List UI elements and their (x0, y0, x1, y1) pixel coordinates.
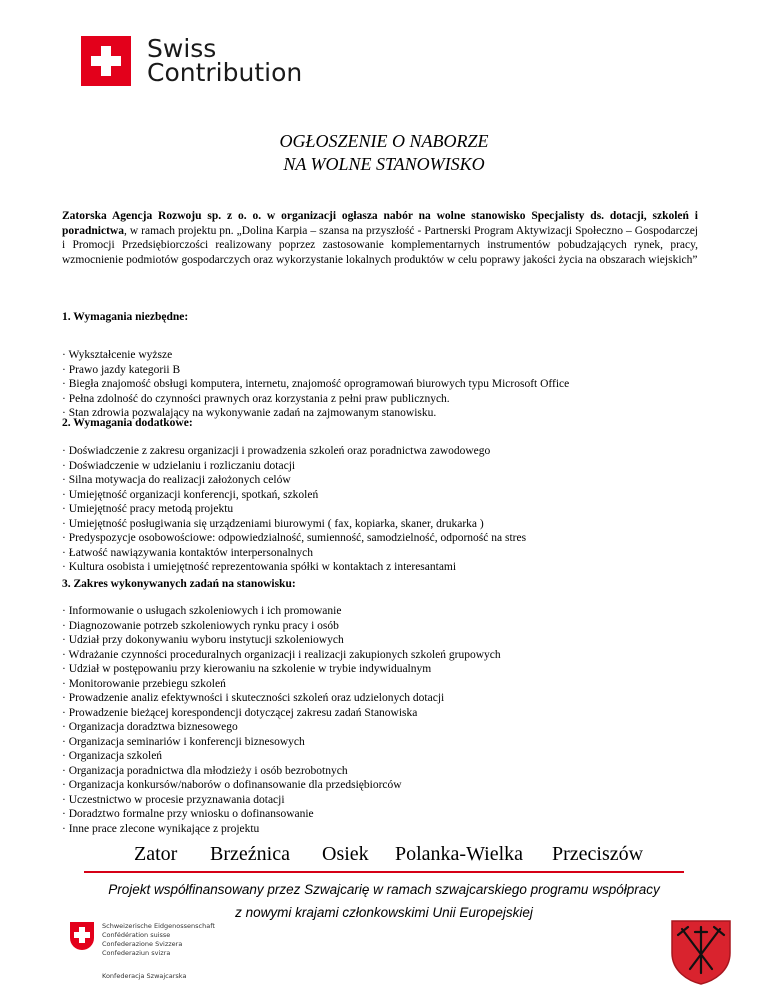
list-item: · Umiejętność posługiwania się urządzeniami biurowymi ( fax, kopiarka, skaner, drukarka ) (62, 517, 484, 530)
section-2-list (62, 444, 702, 575)
list-item: · Organizacja seminariów i konferencji biznesowych (62, 735, 305, 748)
list-item: · Predyspozycje osobowościowe: odpowiedzialność, sumienność, samodzielność, odporność na stres (62, 532, 527, 544)
footer-divider (84, 871, 684, 873)
confed-name-polish: Konfederacja Szwajcarska (102, 972, 187, 980)
list-item: · Kultura osobista i umiejętność reprezentowania spółki w kontaktach z interesantami (62, 561, 457, 573)
town-przeciszow: Przeciszów (552, 843, 644, 865)
list-item: · Organizacja szkoleń (62, 750, 163, 762)
list-item: · Informowanie o usługach szkoleniowych i ich promowanie (62, 605, 342, 617)
confederation-logo (70, 922, 215, 981)
list-item: · Doświadczenie w udzielaniu i rozliczaniu dotacji (62, 459, 296, 472)
section-3-heading: 3. Zakres wykonywanych zadań na stanowisku: (62, 578, 296, 590)
list-item: · Stan zdrowia pozwalający na wykonywanie zadań na zajmowanym stanowisku. (62, 407, 437, 419)
confed-name: Confederazione Svizzera (102, 940, 183, 948)
section-1-heading: 1. Wymagania niezbędne: (62, 311, 189, 323)
page-title (0, 130, 768, 176)
title-line-1: OGŁOSZENIE O NABORZE (279, 131, 489, 151)
swiss-flag-icon (81, 36, 131, 86)
list-item: · Biegła znajomość obsługi komputera, internetu, znajomość oprogramowań biurowych typu Microsoft Office (62, 378, 570, 390)
list-item: · Udział przy dokonywaniu wyboru instytucji szkoleniowych (62, 634, 344, 646)
intro-bold: Zatorska Agencja Rozwoju sp. z o. o. w organizacji ogłasza nabór na wolne stanowisko Specjalisty ds. dotacji, szkoleń i poradnictwa (62, 210, 698, 237)
title-line-2: NA WOLNE STANOWISKO (283, 154, 485, 174)
list-item: · Organizacja doradztwa biznesowego (62, 721, 238, 733)
list-item: · Silna motywacja do realizacji założonych celów (62, 474, 291, 486)
confed-name: Confederaziun svizra (102, 949, 171, 957)
list-item: · Doradztwo formalne przy wniosku o dofinansowanie (62, 808, 314, 820)
town-brzeznica: Brzeźnica (210, 843, 290, 865)
section-1-list (62, 348, 702, 421)
towns-row (134, 843, 643, 866)
cofinancing-line-1: Projekt współfinansowany przez Szwajcarię w ramach szwajcarskiego programu współpracy (108, 882, 660, 897)
coat-of-arms-icon (670, 919, 732, 985)
intro-rest: , w ramach projektu pn. „Dolina Karpia – szansa na przyszłość - Partnerski Program Aktywizacji Społeczno – Gospodarczej i Promocji Przedsiębiorczości realizowany poprzez zastosowanie komplementarnych instrumentów pobudzających rynek, pracy, wzmocnienie podmiotów gospodarczych oraz wykorzystanie lokalnych produktów w celu poprawy jakości życia na obszarach wiejskich” (62, 224, 698, 266)
list-item: · Prowadzenie analiz efektywności i skuteczności szkoleń oraz udzielonych dotacji (62, 692, 445, 704)
swiss-contribution-logo (81, 36, 302, 86)
list-item: · Udział w postępowaniu przy kierowaniu na szkolenie w trybie indywidualnym (62, 663, 432, 675)
list-item: · Umiejętność pracy metodą projektu (62, 503, 234, 515)
town-zator: Zator (134, 843, 178, 865)
list-item: · Umiejętność organizacji konferencji, spotkań, szkoleń (62, 488, 319, 501)
logo-text (147, 34, 303, 87)
confederation-names (102, 922, 215, 981)
confed-name: Schweizerische Eidgenossenschaft (102, 922, 215, 930)
logo-line-2: Contribution (147, 58, 303, 87)
list-item: · Organizacja konkursów/naborów o dofinansowanie dla przedsiębiorców (62, 779, 402, 791)
town-osiek: Osiek (322, 843, 369, 865)
list-item: · Wdrażanie czynności proceduralnych organizacji i realizacji zakupionych szkoleń grupowych (62, 648, 501, 661)
list-item: · Doświadczenie z zakresu organizacji i prowadzenia szkoleń oraz poradnictwa zawodowego (62, 445, 491, 457)
cofinancing-note (60, 878, 708, 924)
list-item: · Monitorowanie przebiegu szkoleń (62, 677, 226, 690)
swiss-shield-icon (70, 922, 94, 950)
list-item: · Łatwość nawiązywania kontaktów interpersonalnych (62, 546, 313, 559)
logo-line-1: Swiss (147, 34, 217, 63)
list-item: · Organizacja poradnictwa dla młodzieży i osób bezrobotnych (62, 764, 348, 777)
confed-name: Confédération suisse (102, 931, 171, 939)
section-3-list (62, 604, 702, 836)
town-polanka-wielka: Polanka-Wielka (395, 843, 524, 865)
list-item: · Pełna zdolność do czynności prawnych oraz korzystania z pełni praw publicznych. (62, 392, 450, 405)
list-item: · Diagnozowanie potrzeb szkoleniowych rynku pracy i osób (62, 619, 339, 632)
list-item: · Wykształcenie wyższe (62, 349, 173, 361)
intro-paragraph (62, 209, 698, 267)
list-item: · Prawo jazdy kategorii B (62, 363, 181, 376)
list-item: · Prowadzenie bieżącej korespondencji dotyczącej zakresu zadań Stanowiska (62, 706, 418, 719)
cofinancing-line-2: z nowymi krajami członkowskimi Unii Europejskiej (235, 905, 533, 920)
list-item: · Uczestnictwo w procesie przyznawania dotacji (62, 793, 285, 806)
section-2-heading: 2. Wymagania dodatkowe: (62, 417, 193, 429)
list-item: · Inne prace zlecone wynikające z projektu (62, 822, 260, 835)
